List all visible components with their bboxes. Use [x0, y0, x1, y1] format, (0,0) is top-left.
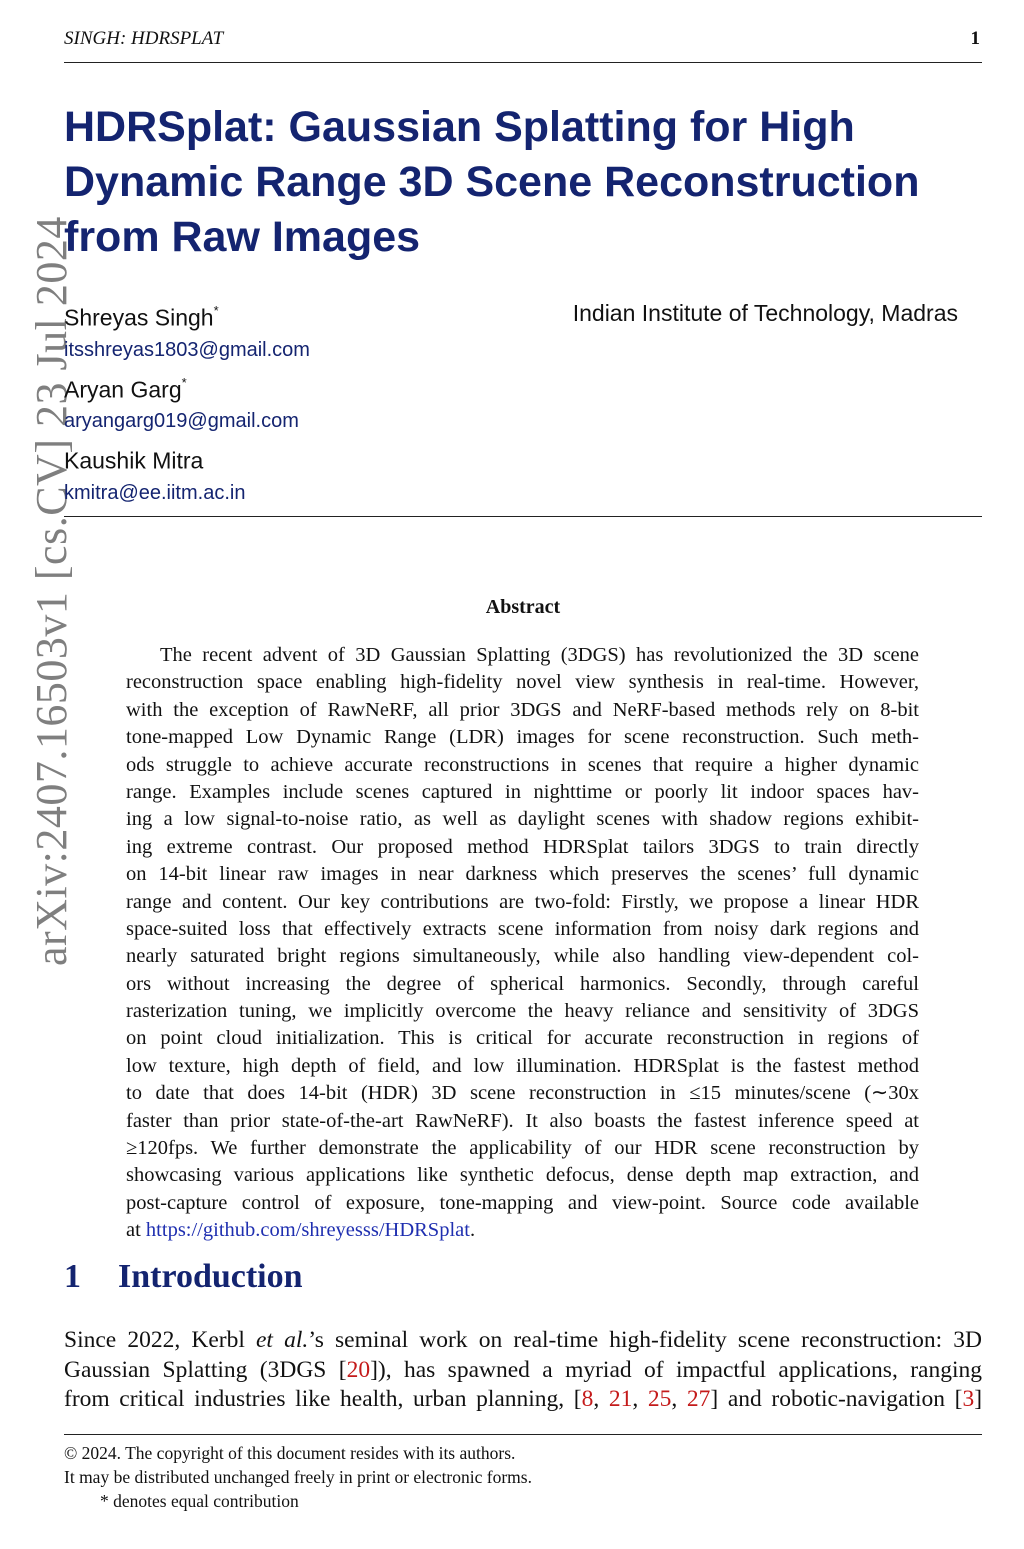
- abstract-line: range. Examples include scenes captured in nighttime or poorly lit indoor spaces hav-: [126, 780, 919, 803]
- intro-line: from critical industries like health, urban planning, [8, 21, 25, 27] and robotic-navigation [3]: [64, 1386, 983, 1412]
- title-block-rule: [64, 516, 982, 517]
- abstract-line: ing extreme contrast. Our proposed method HDRSplat tailors 3DGS to train directly: [126, 835, 919, 858]
- abstract-line: showcasing various applications like synthetic defocus, dense depth map extraction, and: [126, 1164, 919, 1187]
- abstract-line: ing a low signal-to-noise ratio, as well as daylight scenes with shadow regions exhibit-: [126, 808, 919, 831]
- source-code-link[interactable]: https://github.com/shreyesss/HDRSplat: [145, 1219, 470, 1242]
- author-email[interactable]: itsshreyas1803@gmail.com: [64, 338, 310, 361]
- abstract-line: low texture, high depth of field, and low illumination. HDRSplat is the fastest method: [126, 1054, 919, 1077]
- abstract-line: rasterization tuning, we implicitly overcome the heavy reliance and sensitivity of 3DGS: [126, 1000, 919, 1023]
- section-title: Introduction: [118, 1258, 303, 1295]
- intro-line: Since 2022, Kerbl et al.’s seminal work on real-time high-fidelity scene reconstruction: 3D: [64, 1327, 982, 1353]
- abstract-line: The recent advent of 3D Gaussian Splatting (3DGS) has revolutionized the 3D scene: [160, 644, 919, 666]
- abstract-line: reconstruction space enabling high-fidelity novel view synthesis in real-time. However,: [126, 671, 919, 694]
- equal-contribution-mark: *: [181, 374, 187, 390]
- abstract-line: space-suited loss that effectively extracts scene information from noisy dark regions and: [126, 917, 919, 940]
- distribution-note: It may be distributed unchanged freely in print or electronic forms.: [64, 1467, 532, 1487]
- abstract-line: tone-mapped Low Dynamic Range (LDR) images for scene reconstruction. Such meth-: [126, 726, 919, 749]
- author-name: Kaushik Mitra: [64, 447, 204, 474]
- citation-link[interactable]: 3: [962, 1386, 975, 1412]
- running-header-title: SINGH: HDRSPLAT: [64, 28, 224, 49]
- citation-link[interactable]: 20: [346, 1356, 371, 1383]
- abstract-heading: Abstract: [485, 596, 561, 618]
- citation-link[interactable]: 21: [608, 1386, 633, 1412]
- author-name: Shreyas Singh*: [64, 303, 219, 331]
- copyright-note: © 2024. The copyright of this document resides with its authors.: [64, 1443, 516, 1463]
- abstract-line: ods struggle to achieve accurate reconstructions in scenes that require a higher dynamic: [126, 753, 919, 776]
- intro-line: Gaussian Splatting (3DGS [20]), has spawned a myriad of impactful applications, ranging: [64, 1356, 982, 1383]
- abstract-line: on point cloud initialization. This is critical for accurate reconstruction in regions of: [126, 1027, 919, 1050]
- abstract-line: nearly saturated bright regions simultaneously, while also handling view-dependent col-: [126, 945, 919, 968]
- footnotes: [64, 1441, 532, 1513]
- equal-contribution-mark: *: [213, 303, 219, 318]
- page-number: 1: [970, 28, 980, 49]
- author-entry: [64, 368, 524, 437]
- arxiv-stamp: arXiv:2407.16503v1 [cs.CV] 23 Jul 2024: [27, 216, 76, 966]
- author-email[interactable]: aryangarg019@gmail.com: [64, 410, 299, 433]
- intro-paragraph: [64, 1326, 982, 1415]
- abstract-line: on 14-bit linear raw images in near darkness which preserves the scenes’ full dynamic: [126, 863, 919, 886]
- author-list: [64, 296, 524, 511]
- abstract-line: with the exception of RawNeRF, all prior 3DGS and NeRF-based methods rely on 8-bit: [126, 698, 919, 721]
- citation-link[interactable]: 27: [686, 1386, 711, 1412]
- title-line: HDRSplat: Gaussian Splatting for High: [64, 103, 855, 151]
- section-number: 1: [64, 1258, 81, 1295]
- abstract-line: post-capture control of exposure, tone-mapping and view-point. Source code available: [126, 1191, 919, 1214]
- author-entry: [64, 296, 524, 365]
- author-entry: [64, 439, 524, 508]
- citation-link[interactable]: 25: [647, 1386, 672, 1412]
- author-name: Aryan Garg*: [64, 374, 187, 403]
- abstract-line: ors without increasing the degree of spherical harmonics. Secondly, through careful: [126, 972, 919, 995]
- header-rule: [64, 62, 982, 63]
- title-line: from Raw Images: [64, 213, 421, 261]
- abstract-body: [126, 642, 919, 1245]
- title-line: Dynamic Range 3D Scene Reconstruction: [64, 158, 920, 206]
- abstract-line: range and content. Our key contributions are two-fold: Firstly, we propose a linear HDR: [126, 890, 919, 913]
- affiliation: Indian Institute of Technology, Madras: [572, 300, 958, 326]
- paper-title: [64, 100, 964, 265]
- author-email[interactable]: kmitra@ee.iitm.ac.in: [64, 481, 246, 504]
- equal-contribution-note: * denotes equal contribution: [100, 1491, 299, 1511]
- section-heading: [64, 1258, 303, 1296]
- footnote-rule: [64, 1434, 982, 1435]
- abstract-line: ≥120fps. We further demonstrate the applicability of our HDR scene reconstruction by: [126, 1137, 919, 1160]
- citation-link[interactable]: 8: [581, 1386, 594, 1412]
- abstract-line: to date that does 14-bit (HDR) 3D scene reconstruction in ≤15 minutes/scene (∼30x: [126, 1082, 919, 1105]
- abstract-line: faster than prior state-of-the-art RawNeRF). It also boasts the fastest inference speed at: [126, 1109, 919, 1132]
- abstract-line: at https://github.com/shreyesss/HDRSplat.: [126, 1219, 476, 1242]
